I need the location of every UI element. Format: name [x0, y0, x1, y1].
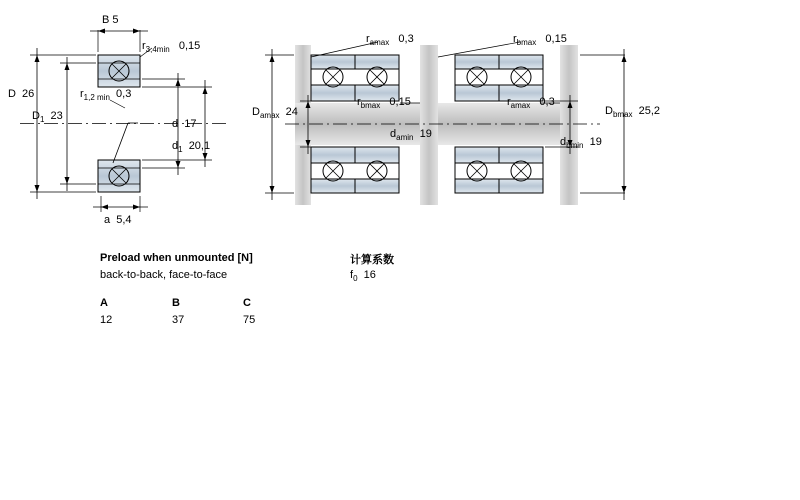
- preload-col-A: A: [100, 297, 108, 309]
- preload-col-B: B: [172, 297, 180, 309]
- dim-r34min: $r_{3,4min}$ 0,15: [142, 40, 201, 55]
- dim-r12min: $r_{1,2 min}$ 0,3: [80, 88, 132, 103]
- dim-B-label: B 5: [102, 14, 119, 26]
- calc-factor-value: $f_0$ 16: [350, 269, 376, 284]
- dim-ramax-mid-right: $r_{amax}$ 0,3: [507, 96, 555, 111]
- preload-subtitle: back-to-back, face-to-face: [100, 269, 228, 281]
- dim-D1: $D_1$ 23: [32, 110, 63, 125]
- preload-val-B: 37: [172, 314, 185, 326]
- dim-rbmax-mid-left: $r_{bmax}$ 0,15: [357, 96, 411, 111]
- right-mounting-section: [265, 42, 627, 205]
- dim-damin: $d_{amin}$ 19: [390, 128, 432, 143]
- dim-D: D 26: [8, 88, 35, 100]
- dim-ramax-top-left: $r_{amax}$ 0,3: [366, 33, 414, 48]
- dim-d: d 17: [172, 118, 197, 130]
- preload-title: Preload when unmounted [N]: [100, 252, 253, 264]
- dim-rbmax-top-right: $r_{bmax}$ 0,15: [513, 33, 567, 48]
- preload-col-C: C: [243, 297, 251, 309]
- preload-val-A: 12: [100, 314, 113, 326]
- calc-factor-title: 计算系数: [350, 253, 394, 266]
- dim-dbmin: $d_{bmin}$ 19: [560, 136, 602, 151]
- dim-a: a 5,4: [104, 214, 132, 226]
- preload-val-C: 75: [243, 314, 256, 326]
- dim-d1: $d_1$ 20,1: [172, 140, 211, 155]
- dim-Dbmax: $D_{bmax}$ 25,2: [605, 105, 661, 120]
- dim-Damax: $D_{amax}$ 24: [252, 106, 298, 121]
